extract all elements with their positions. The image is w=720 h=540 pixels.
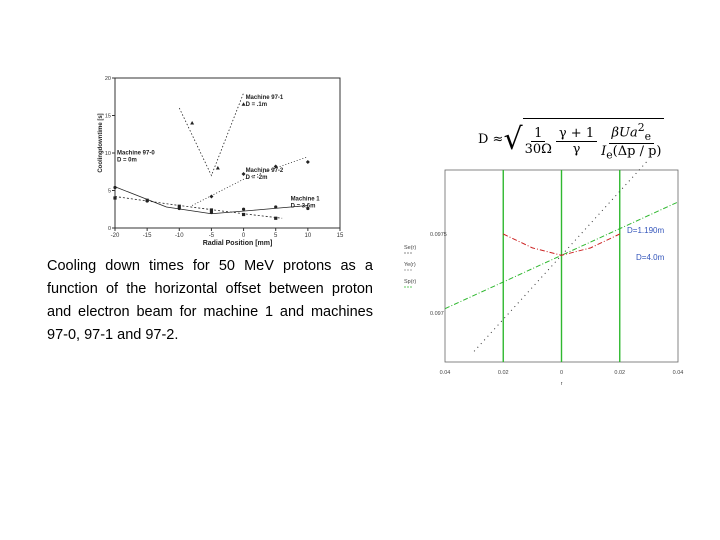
series-annotation: D = .1m xyxy=(245,102,268,108)
data-point xyxy=(209,195,213,199)
y-tick-label: 0 xyxy=(107,226,111,232)
formula-lhs: D ≈ xyxy=(478,132,504,148)
y-tick-label: 10 xyxy=(104,151,111,157)
legend-label: Se(r) xyxy=(404,245,417,251)
series-annotation: D = -2m xyxy=(245,174,268,181)
data-point xyxy=(242,208,245,211)
formula-frac-3: $\frac{\beta Ua^2_e}{I_e(\Delta p / p)}$ xyxy=(601,121,662,162)
y-tick-label: 5 xyxy=(107,188,111,195)
legend-label: Ye(r) xyxy=(404,262,416,268)
x-tick-label: 0.02 xyxy=(497,370,509,376)
diffusion-formula xyxy=(478,118,664,162)
data-point xyxy=(113,196,116,199)
y-tick-label: 0.0975 xyxy=(430,232,447,238)
x-tick-label: 0 xyxy=(241,233,246,239)
cooling-time-chart xyxy=(90,70,360,250)
data-point xyxy=(274,217,277,220)
x-tick-label: 15 xyxy=(336,233,344,239)
formula-frac-1: $\frac{1}{30\Omega}$ xyxy=(524,125,552,157)
data-point xyxy=(216,166,220,170)
cooling-time-chart-svg xyxy=(90,70,360,250)
beam-profile-chart-svg xyxy=(395,160,695,390)
x-tick-label: -5 xyxy=(208,233,215,239)
fit-curve xyxy=(115,197,282,219)
series-annotation: Machine 1 xyxy=(290,196,320,203)
fit-curve xyxy=(179,93,243,176)
series-annotation: Machine 97-1 xyxy=(245,95,284,101)
series-annotation: D = 0m xyxy=(117,157,137,164)
y-axis-label: Coolingdowntime [s] xyxy=(98,113,104,173)
beam-profile-chart xyxy=(395,160,695,390)
series-annotation: Machine 97-2 xyxy=(245,167,284,174)
y-tick-label: 15 xyxy=(104,113,111,120)
data-point xyxy=(274,205,277,208)
x-tick-label: 0.04 xyxy=(672,370,684,376)
y-tick-label: 20 xyxy=(104,76,111,82)
data-point xyxy=(242,213,245,216)
x-tick-label: -20 xyxy=(110,233,120,239)
data-point xyxy=(146,199,149,202)
data-point xyxy=(210,211,213,214)
formula-frac-2: $\frac{\gamma + 1}{\gamma}$ xyxy=(556,126,597,157)
curve-annotation: D=1.190m xyxy=(627,226,665,235)
y-tick-label: 0.097 xyxy=(430,311,444,317)
x-axis-label: r xyxy=(560,381,563,387)
x-tick-label: 0.02 xyxy=(614,370,626,376)
figure-caption: Cooling down times for 50 MeV protons as a function of the horizontal offset between proton and electron beam for machine 1 and machines 97-0, 97-1 and 97-2. xyxy=(47,258,373,343)
formula-sqrt: √ $\frac{1}{30\Omega}$ $\frac{\gamma + 1}{\gamma}$ $\frac{\beta Ua^2_e}{I_e(\Delta p / p)}$ xyxy=(503,118,663,162)
data-point xyxy=(113,186,116,189)
x-tick-label: -10 xyxy=(174,233,184,239)
x-tick-label: 5 xyxy=(274,233,278,239)
data-point xyxy=(306,160,310,164)
x-tick-label: 0 xyxy=(559,370,564,376)
x-tick-label: -15 xyxy=(142,233,152,239)
data-point xyxy=(190,121,194,125)
curve-annotation: D=4.0m xyxy=(636,253,665,262)
series-annotation: Machine 97-0 xyxy=(117,150,155,157)
series-annotation: D = 3.6m xyxy=(290,203,316,210)
x-tick-label: 0.04 xyxy=(439,370,451,376)
legend-label: Sp(r) xyxy=(404,279,417,285)
x-axis-label: Radial Position [mm] xyxy=(202,240,273,247)
x-tick-label: 10 xyxy=(304,233,312,239)
data-point xyxy=(178,207,181,210)
